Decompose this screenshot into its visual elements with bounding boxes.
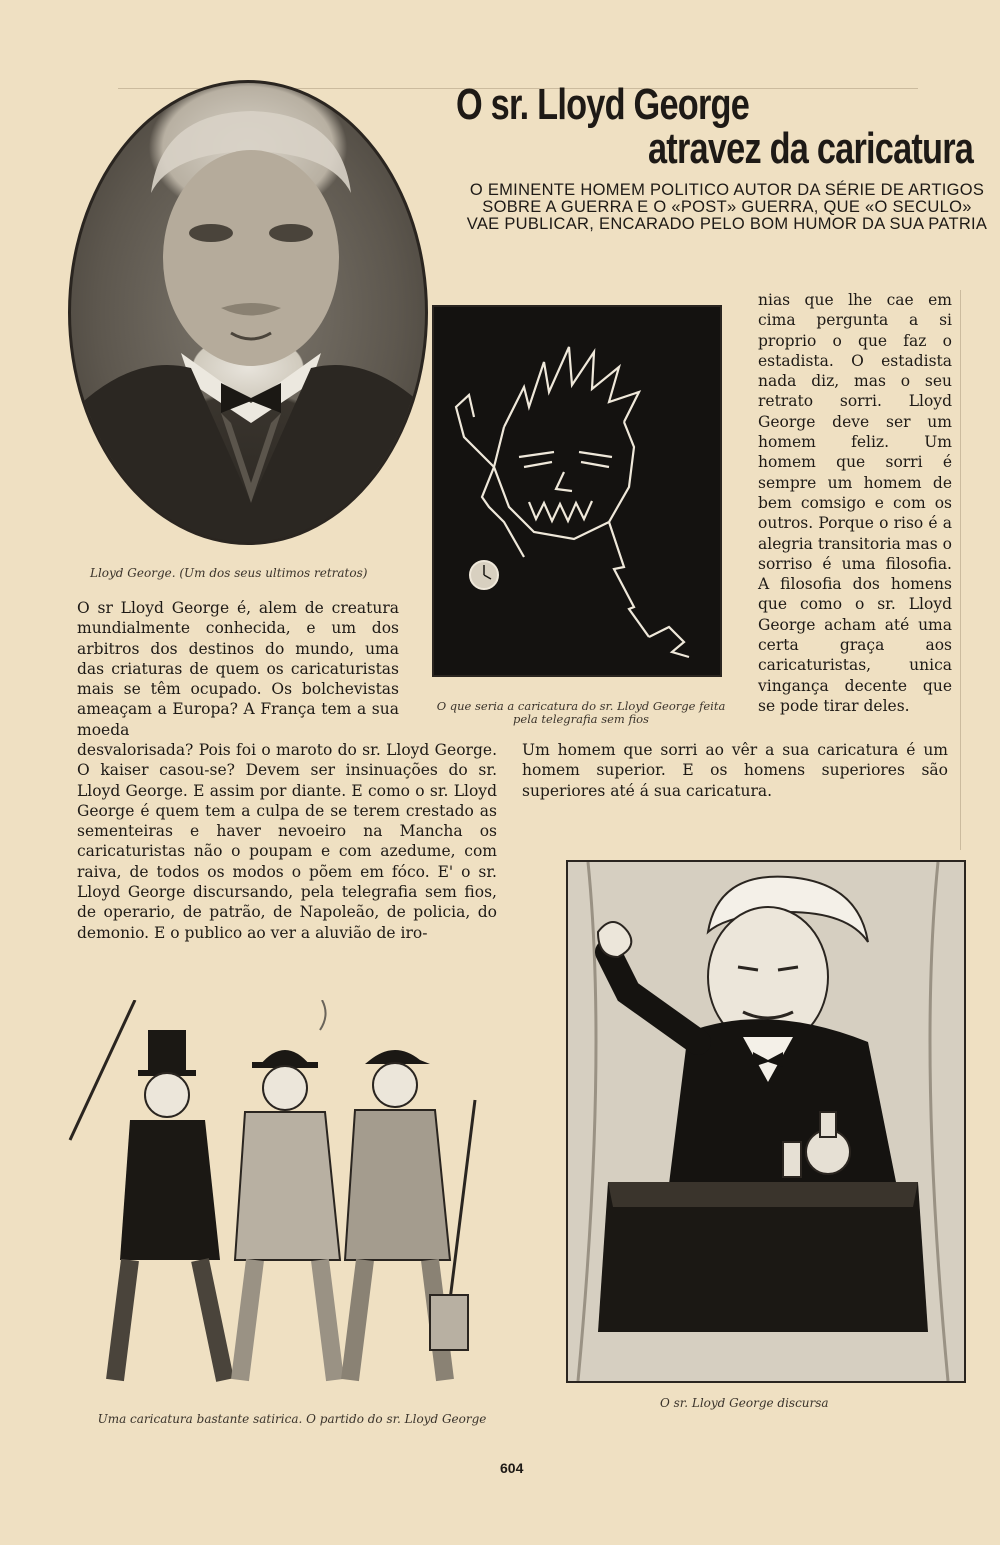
article-title-line1: O sr. Lloyd George (456, 80, 750, 129)
three-men-caricature (60, 1000, 500, 1410)
speaking-drawing (568, 862, 964, 1381)
speaking-caption: O sr. Lloyd George discursa (660, 1396, 829, 1410)
telegraph-caption: O que seria a caricatura do sr. Lloyd George feita pela telegrafia sem fios (436, 699, 726, 726)
three-men-caption: Uma caricatura bastante satirica. O partido do sr. Lloyd George (97, 1412, 487, 1426)
portrait-caption: Lloyd George. (Um dos seus ultimos retratos) (90, 566, 368, 580)
portrait-photo (68, 80, 428, 545)
speaking-caricature (566, 860, 966, 1383)
article-text-right-column: nias que lhe cae em cima pergunta a si proprio o que faz o estadista. O estadista nada diz, mas o seu retrato sorri. Lloyd George deve ser um homem feliz. Um homem que sorri é sempre um homem de bem comsigo e com os outros. Porque o riso é a alegria transitoria mas o sorriso é uma filosofia. A filosofia dos homens que como o sr. Lloyd George acham até uma certa graça aos caricaturistas, unica vingança decente que se pode tirar deles. (758, 291, 952, 715)
portrait-figure (71, 83, 428, 545)
three-men-drawing (60, 1000, 500, 1410)
telegraph-caricature (432, 305, 722, 677)
article-subtitle: O EMINENTE HOMEM POLITICO AUTOR DA SÉRIE DE ARTIGOS SOBRE A GUERRA E O «POST» GUERRA, QUE «O SECULO» VAE PUBLICAR, ENCARADO PELO BOM HUMOR DA SUA PATRIA (466, 181, 988, 233)
telegraph-drawing (434, 307, 720, 675)
page-number: 604 (500, 1460, 524, 1476)
frame-line-right (960, 290, 961, 850)
article-text-left-continued: desvalorisada? Pois foi o maroto do sr. Lloyd George. O kaiser casou-se? Devem ser insinuações do sr. Lloyd George. E assim por diante. E como o sr. Lloyd George é quem tem a culpa de se terem crestado as sementeiras e haver nevoeiro na Mancha os caricaturistas não o poupam e com azedume, com raiva, de todos os modos o põem em fóco. E' o sr. Lloyd George discursando, pela telegrafia sem fios, de operario, de patrão, de Napoleão, de policia, do demonio. E o publico ao ver a aluvião de iro- (77, 741, 497, 942)
article-text-closing: Um homem que sorri ao vêr a sua caricatura é um homem superior. E os homens superiores são superiores até á sua caricatura. (522, 741, 948, 800)
article-title-line2: atravez da caricatura (648, 124, 974, 173)
article-text-left-column: O sr Lloyd George é, alem de creatura mundialmente conhecida, e um dos arbitros dos destinos do mundo, uma das criaturas de quem os caricaturistas mais se têm ocupado. Os bolchevistas ameaçam a Europa? A França tem a sua moeda (77, 599, 399, 739)
